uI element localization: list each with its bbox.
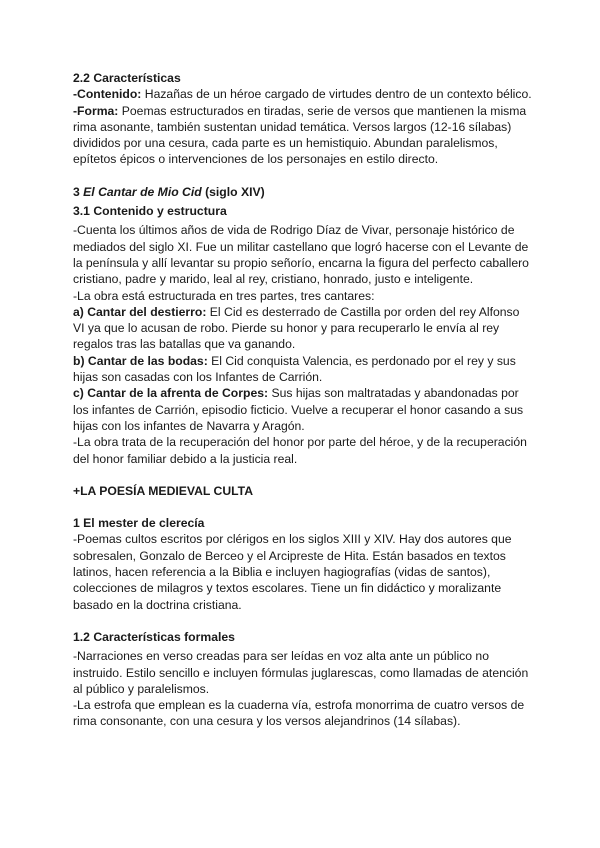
paragraph-text: Sus hijas son maltratadas y abandonadas por los infantes de Carrión, episodio ficticio. Vuelve a recuperar el honor casando a sus hijas con los infantes de Navarra y Aragón. xyxy=(73,386,524,433)
section-heading: 2.2 Características xyxy=(73,71,181,85)
work-title: El Cantar de Mio Cid xyxy=(83,184,202,199)
subsection-heading: 3.1 Contenido y estructura xyxy=(73,204,227,219)
paragraph xyxy=(73,353,533,386)
paragraph-text: Hazañas de un héroe cargado de virtudes dentro de un contexto bélico. xyxy=(141,87,532,102)
term-label: -Contenido: xyxy=(73,87,142,102)
heading-suffix: (siglo XIV) xyxy=(201,184,265,199)
paragraph xyxy=(73,103,533,168)
term-label: -Forma: xyxy=(73,103,119,118)
section-heading: 1.2 Características formales xyxy=(73,629,235,644)
term-label: c) Cantar de la afrenta de Corpes: xyxy=(73,386,269,401)
section-heading: 1 El mester de clerecía xyxy=(73,516,205,531)
spacer xyxy=(73,613,533,629)
term-label: b) Cantar de las bodas: xyxy=(73,353,208,368)
section-heading xyxy=(73,184,533,200)
paragraph-text: El Cid es desterrado de Castilla por orden del rey Alfonso VI ya que lo acusan de robo. Pierde su honor y para recuperarlo le envía al rey regalos tras las batallas que va ganando. xyxy=(73,304,520,352)
heading-number: 3 xyxy=(73,184,84,199)
paragraph xyxy=(73,86,533,102)
document-page xyxy=(73,70,533,730)
paragraph xyxy=(73,304,533,353)
paragraph-text: Poemas estructurados en tiradas, serie de versos que mantienen la misma rima asonante, también sustentan unidad temática. Versos largos (12-16 sílabas) divididos por una cesura, cada parte es un hemistiquio. Abundan paralelismos, epítetos épicos o intervenciones de los personajes en estilo directo. xyxy=(73,103,527,167)
paragraph: -La obra está estructurada en tres partes, tres cantares: xyxy=(73,288,375,303)
part-heading: +LA POESÍA MEDIEVAL CULTA xyxy=(73,483,253,498)
spacer xyxy=(73,499,533,515)
term-label: a) Cantar del destierro: xyxy=(73,304,207,319)
paragraph: -La estrofa que emplean es la cuaderna vía, estrofa monorrima de cuatro versos de rima consonante, con una cesura y los versos alejandrinos (14 sílabas). xyxy=(73,698,525,729)
paragraph: -Cuenta los últimos años de vida de Rodrigo Díaz de Vivar, personaje histórico de mediados del siglo XI. Fue un militar castellano que logró hacerse con el Levante de la península y allí levantar su propio señorío, encarna la figura del perfecto caballero cristiano, padre y marido, leal al rey, cristiano, honrado, justo e inteligente. xyxy=(73,223,529,287)
paragraph: -Narraciones en verso creadas para ser leídas en voz alta ante un público no instruido. Estilo sencillo e incluyen fórmulas juglarescas, como llamadas de atención al público y paralelismos. xyxy=(73,649,529,696)
paragraph-text: El Cid conquista Valencia, es perdonado por el rey y sus hijas son casadas con los Infantes de Carrión. xyxy=(73,353,516,385)
paragraph: -La obra trata de la recuperación del honor por parte del héroe, y de la recuperación del honor familiar debido a la justicia real. xyxy=(73,435,527,466)
paragraph: -Poemas cultos escritos por clérigos en los siglos XIII y XIV. Hay dos autores que sobresalen, Gonzalo de Berceo y el Arcipreste de Hita. Están basados en textos latinos, hacen referencia a la Biblia e incluyen hagiografías (vidas de santos), colecciones de milagros y textos escolares. Tiene un fin didáctico y moralizante basado en la doctrina cristiana. xyxy=(73,532,512,612)
spacer xyxy=(73,168,533,184)
paragraph xyxy=(73,385,533,434)
spacer xyxy=(73,467,533,483)
